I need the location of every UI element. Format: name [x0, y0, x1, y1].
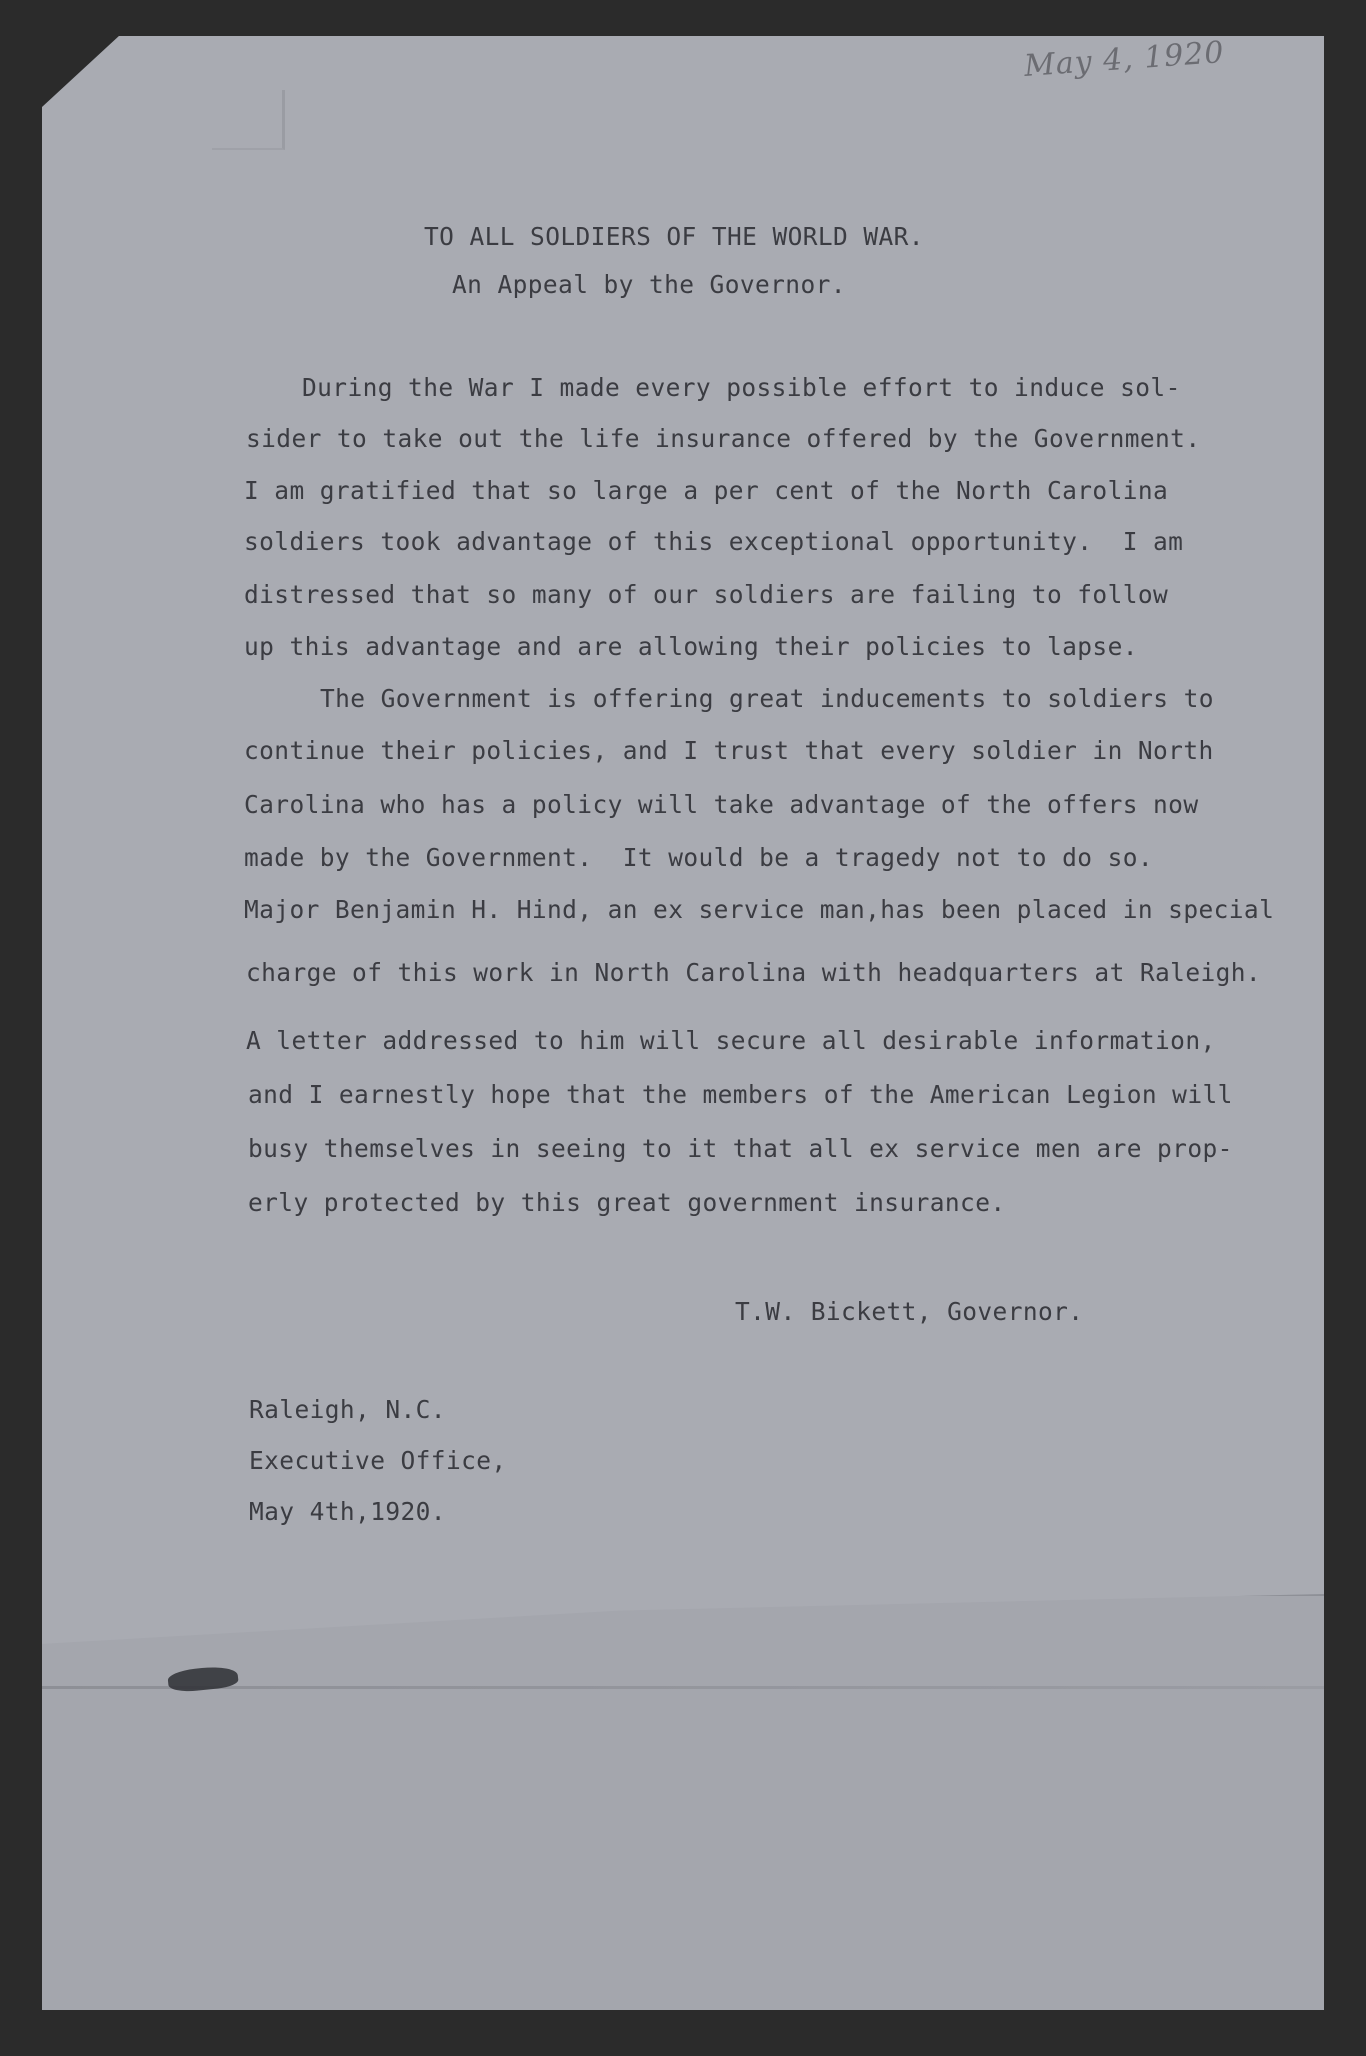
- body-line: distressed that so many of our soldiers are failing to follow: [244, 580, 1169, 609]
- body-line: soldiers took advantage of this exceptional opportunity. I am: [244, 527, 1184, 556]
- body-line: made by the Government. It would be a tragedy not to do so.: [244, 843, 1154, 872]
- body-line: Carolina who has a policy will take advantage of the offers now: [244, 790, 1199, 819]
- body-line: sider to take out the life insurance offered by the Government.: [246, 424, 1201, 453]
- handwritten-date-annotation: May 4, 1920: [1023, 35, 1226, 84]
- place-date: May 4th,1920.: [249, 1497, 446, 1526]
- folded-bottom-flap: [42, 1594, 1324, 2010]
- place-date-block: [249, 1384, 507, 1537]
- body-line: During the War I made every possible effort to induce sol-: [302, 373, 1181, 402]
- body-line: I am gratified that so large a per cent of the North Carolina: [244, 476, 1169, 505]
- signature-line: T.W. Bickett, Governor.: [735, 1297, 1084, 1326]
- body-line: charge of this work in North Carolina with headquarters at Raleigh.: [246, 958, 1262, 987]
- body-line: A letter addressed to him will secure all desirable information,: [246, 1026, 1216, 1055]
- document-subtitle: An Appeal by the Governor.: [452, 270, 846, 299]
- body-line: erly protected by this great government insurance.: [248, 1188, 1006, 1217]
- staple-mark: [212, 90, 285, 150]
- place-office: Executive Office,: [249, 1446, 507, 1475]
- body-line: up this advantage and are allowing their policies to lapse.: [244, 632, 1138, 661]
- body-line: continue their policies, and I trust that every soldier in North: [244, 736, 1214, 765]
- body-line: Major Benjamin H. Hind, an ex service man,has been placed in special: [244, 895, 1275, 924]
- place-city: Raleigh, N.C.: [249, 1395, 446, 1424]
- fold-crease: [42, 1686, 1324, 1689]
- body-line: The Government is offering great inducements to soldiers to: [320, 684, 1214, 713]
- body-line: and I earnestly hope that the members of the American Legion will: [248, 1080, 1233, 1109]
- document-title: TO ALL SOLDIERS OF THE WORLD WAR.: [424, 222, 924, 251]
- body-line: busy themselves in seeing to it that all ex service men are prop-: [248, 1134, 1233, 1163]
